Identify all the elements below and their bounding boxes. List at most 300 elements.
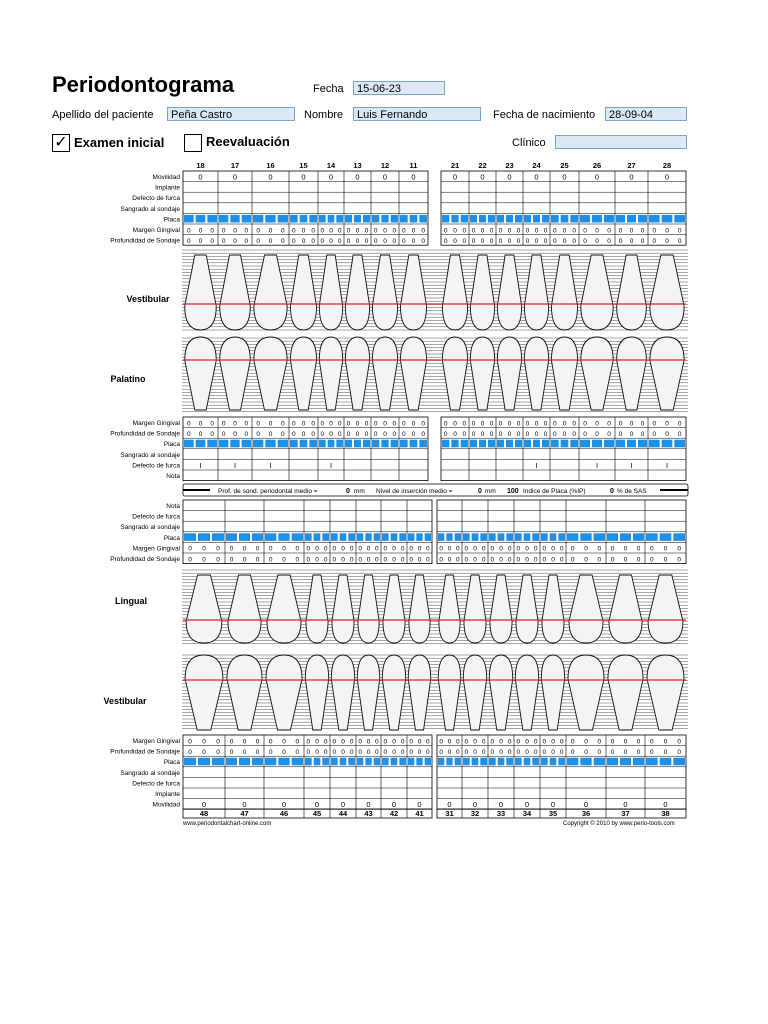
upper-vestibular-tooth [442,255,467,330]
upper-pal-mg-site: 0 [462,420,467,428]
upper-vest-plaque-site [242,215,251,223]
lower-ling-row-label: Nota [166,502,180,510]
movilidad-value: 0 [411,172,416,182]
lower-ling-plaque-site [550,533,557,541]
lower-ling-mg-site: 0 [584,545,588,553]
summary-sas-label: % de SAS [617,488,647,495]
tooth-number: 47 [240,809,249,818]
lower-ling-mg-site: 0 [516,545,521,553]
furca-mark: I [535,460,538,470]
upper-pal-plaque-site [381,440,388,448]
lower-vest-ps-site: 0 [282,748,286,756]
upper-palatal-tooth-outline [524,337,548,410]
upper-vestibular-tooth [254,255,287,330]
upper-row-label: Defecto de furca [132,195,180,203]
apellido-field[interactable]: Peña Castro [167,107,295,121]
lower-ling-mg-site: 0 [650,545,654,553]
upper-pal-plaque-site [442,440,449,448]
lower-vest-plaque-site [480,758,487,766]
lower-vestibular-tooth [331,655,354,730]
examen-inicial-checkbox[interactable]: ✓ [52,134,70,152]
upper-palatal-tooth-outline [442,337,467,410]
movilidad-value: 0 [583,800,589,810]
lower-ling-plaque-site [489,533,496,541]
upper-vestibular-tooth [372,255,397,330]
lower-ling-row-label: Defecto de furca [132,513,180,521]
lower-vest-mg-site: 0 [400,738,405,746]
lower-vest-ps-site: 0 [507,748,512,756]
furca-mark: I [269,460,272,470]
upper-pal-mg-site: 0 [629,420,634,428]
upper-vest-ps-site: 0 [411,237,416,245]
upper-palatal-tooth-outline [497,337,521,410]
upper-vest-ps-site: 0 [311,237,315,245]
lower-lingual-tooth-outline [358,575,379,643]
tooth-number: 32 [470,809,480,818]
upper-vest-plaque-site [649,215,660,223]
lower-ling-mg-site: 0 [358,545,362,553]
upper-vest-ps-site: 0 [244,237,249,245]
movilidad-value: 0 [242,800,247,810]
lower-vest-ps-site: 0 [366,748,371,756]
furca-mark: I [665,460,669,470]
upper-pal-mg-site: 0 [355,420,360,428]
lower-ling-mg-site: 0 [499,545,503,553]
upper-pal-ps-site: 0 [346,430,351,438]
lower-ling-mg-site: 0 [439,545,443,553]
upper-vest-plaque-site [592,215,602,223]
lower-lingual-tooth [516,575,538,643]
upper-pal-mg-site: 0 [618,420,623,428]
upper-pal-plaque-site [219,440,228,448]
upper-vest-plaque-site [674,215,685,223]
upper-pal-ps-site: 0 [337,430,342,438]
lower-vest-plaque-site [673,758,685,766]
lower-ling-mg-site: 0 [392,545,396,553]
lower-ling-mg-site: 0 [636,545,641,553]
lower-ling-plaque-site [408,533,414,541]
upper-pal-mg-site: 0 [311,420,315,428]
lower-vest-mg-site: 0 [417,738,422,746]
upper-vest-ps-site: 0 [355,237,360,245]
upper-vest-plaque-site [442,215,449,223]
upper-pal-mg-site: 0 [210,420,214,428]
lower-vestibular-tooth-outline [647,655,684,730]
tooth-number: 26 [592,161,602,170]
summary-prof-value: 0 [346,488,350,495]
upper-pal-ps-site: 0 [268,430,273,438]
lower-vest-plaque-site [322,758,329,766]
lower-vest-plaque-site [580,758,591,766]
upper-vest-ps-site: 0 [373,237,378,245]
upper-right-table-frame [183,171,428,245]
lower-vestibular-tooth-outline [331,655,354,730]
furca-mark: I [595,460,599,470]
upper-vest-ps-site: 0 [498,237,503,245]
upper-vestibular-tooth [345,255,369,330]
upper-pal-plaque-site [674,440,685,448]
lower-vest-mg-site: 0 [584,738,588,746]
upper-pal-plaque-site [515,440,522,448]
lower-vest-plaque-site [416,758,422,766]
upper-pal-mg-site: 0 [320,420,325,428]
movilidad-value: 0 [664,172,670,182]
nacimiento-label: Fecha de nacimiento [493,109,596,121]
upper-pal-ps-site: 0 [198,430,203,438]
lower-vest-ps-site: 0 [229,748,234,756]
lower-vest-ps-site: 0 [447,748,452,756]
lower-ling-mg-site: 0 [268,545,273,553]
examen-inicial-label: Examen inicial [74,135,165,150]
lower-vest-mg-site: 0 [268,738,273,746]
upper-vest-ps-site: 0 [471,237,476,245]
lower-vestibular-tooth [185,655,223,730]
lower-vest-ps-site: 0 [623,748,628,756]
lower-vest-plaque-site [399,758,406,766]
summary-sas-value: 0 [610,488,614,495]
lower-vest-ps-site: 0 [426,748,430,756]
lower-ling-ps-site: 0 [597,556,602,564]
lower-lingual-tooth [332,575,354,643]
lower-vest-plaque-site [348,758,355,766]
upper-pal-plaque-site [488,440,495,448]
tooth-number: 18 [196,161,205,170]
lower-vest-ps-site: 0 [542,748,547,756]
upper-pal-ps-site: 0 [562,430,567,438]
lower-vest-ps-site: 0 [570,748,575,756]
upper-vest-plaque-site [391,215,398,223]
lower-vest-mg-site: 0 [542,738,547,746]
lower-lingual-tooth-outline [516,575,538,643]
lower-ling-mg-site: 0 [242,545,247,553]
upper-row-label: Movilidad [152,173,180,181]
upper-vestibular-tooth-outline [400,255,426,330]
lower-vest-mg-site: 0 [597,738,602,746]
lower-ling-plaque-site [506,533,513,541]
upper-pal-ps-site: 0 [320,430,325,438]
lower-vestibular-tooth-outline [408,655,431,730]
nacimiento-field[interactable]: 28-09-04 [605,107,687,121]
lower-ling-plaque-site [416,533,422,541]
upper-pal-mg-site: 0 [337,420,342,428]
upper-pal-mg-site: 0 [402,420,406,428]
lower-ling-mg-site: 0 [400,545,405,553]
upper-pal-ps-site: 0 [507,430,512,438]
upper-vest-plaque-site [542,215,549,223]
lower-lingual-tooth-outline [648,575,683,643]
lower-vest-row-label: Movilidad [152,801,180,809]
lower-vest-mg-site: 0 [650,738,654,746]
fecha-field[interactable]: 15-06-23 [353,81,445,95]
lower-vest-row-label: Profundidad de Sondaje [110,748,180,756]
lower-vest-plaque-site [252,758,263,766]
upper-pal-mg-site: 0 [507,420,512,428]
lower-ling-plaque-site [399,533,406,541]
upper-vest-ps-site: 0 [301,237,306,245]
lower-lingual-tooth-outline [383,575,405,643]
lower-vestibular-tooth [357,655,380,730]
upper-vest-ps-site: 0 [346,237,351,245]
upper-vestibular-tooth-outline [617,255,647,330]
lower-vestibular-tooth [568,655,604,730]
tooth-number: 28 [662,161,672,170]
upper-vestibular-tooth [497,255,521,330]
lower-vestibular-tooth [305,655,328,730]
upper-vest-ps-site: 0 [595,237,599,245]
lower-lingual-tooth [439,575,460,643]
lower-vest-mg-site: 0 [663,738,668,746]
upper-vest-plaque-site [580,215,590,223]
lower-ling-mg-site: 0 [507,545,512,553]
upper-vest-mg-site: 0 [268,227,273,235]
upper-pal-mg-site: 0 [572,420,576,428]
lower-vest-plaque-site [239,758,250,766]
upper-palatal-tooth [345,337,369,410]
upper-pal-plaque-site [479,440,486,448]
upper-pal-ps-site: 0 [665,430,669,438]
upper-pal-mg-site: 0 [281,420,285,428]
tooth-number: 25 [560,161,569,170]
lower-vestibular-tooth [647,655,684,730]
lower-vest-ps-site: 0 [392,748,396,756]
lower-ling-mg-site: 0 [295,545,300,553]
upper-pal-plaque-site [638,440,647,448]
lower-vest-mg-site: 0 [295,738,300,746]
upper-vest-ps-site: 0 [607,237,611,245]
lower-ling-ps-site: 0 [559,556,564,564]
upper-vest-ps-site: 0 [402,237,406,245]
upper-palatal-tooth [617,337,647,410]
upper-pal-ps-site: 0 [421,430,425,438]
upper-vestibular-tooth [290,255,316,330]
upper-vest-ps-site: 0 [534,237,539,245]
lower-vest-ps-site: 0 [341,748,345,756]
lower-vest-mg-site: 0 [507,738,512,746]
upper-pal-plaque-site [184,440,194,448]
upper-pal-ps-site: 0 [677,430,682,438]
lower-lingual-tooth [383,575,405,643]
upper-vest-ps-site: 0 [462,237,467,245]
lower-ling-mg-site: 0 [282,545,286,553]
upper-vest-plaque-site [354,215,361,223]
page-title: Periodontograma [52,72,235,97]
lower-ling-ps-site: 0 [282,556,286,564]
tooth-number: 16 [266,161,275,170]
upper-vest-mg-site: 0 [629,227,634,235]
upper-pal-mg-site: 0 [198,420,203,428]
upper-vest-mg-site: 0 [256,227,260,235]
upper-palatal-tooth [551,337,577,410]
upper-vest-mg-site: 0 [489,227,494,235]
lower-ling-mg-site: 0 [525,545,529,553]
upper-vest-plaque-site [662,215,673,223]
lower-vestibular-tooth-outline [382,655,405,730]
lower-vestibular-tooth [227,655,262,730]
lower-vest-plaque-site [646,758,658,766]
upper-pal-mg-site: 0 [453,420,457,428]
upper-pal-ps-site: 0 [534,430,539,438]
upper-pal-ps-site: 0 [652,430,657,438]
upper-vest-plaque-site [372,215,379,223]
upper-pal-mg-site: 0 [652,420,657,428]
lower-vest-mg-site: 0 [315,738,319,746]
tooth-number: 42 [389,809,399,818]
upper-vest-plaque-site [363,215,370,223]
lower-vest-ps-site: 0 [383,748,388,756]
upper-pal-mg-site: 0 [421,420,425,428]
lower-ling-plaque-site [532,533,539,541]
upper-pal-mg-site: 0 [498,420,503,428]
upper-vest-plaque-site [616,215,625,223]
lower-ling-mg-site: 0 [255,545,260,553]
lower-vest-plaque-site [455,758,461,766]
lower-ling-ps-site: 0 [383,556,388,564]
upper-pal-row-label: Nota [166,472,180,480]
lower-ling-plaque-site [673,533,685,541]
lower-ling-ps-site: 0 [216,556,220,564]
tooth-number: 11 [409,161,418,170]
summary-nivel-unit: mm [485,488,496,495]
upper-palatal-tooth [185,337,217,410]
upper-pal-ps-site: 0 [543,430,548,438]
lower-ling-mg-site: 0 [216,545,220,553]
upper-pal-ps-site: 0 [629,430,634,438]
upper-pal-plaque-site [592,440,602,448]
movilidad-value: 0 [550,800,556,810]
lower-ling-mg-site: 0 [341,545,345,553]
upper-palatal-tooth-outline [345,337,369,410]
lower-ling-ps-site: 0 [306,556,311,564]
upper-pal-plaque-site [497,440,504,448]
upper-pal-mg-site: 0 [244,420,249,428]
lower-vest-mg-site: 0 [570,738,575,746]
lower-ling-ps-site: 0 [456,556,460,564]
lower-lingual-tooth [228,575,261,643]
upper-pal-mg-site: 0 [543,420,548,428]
upper-vest-plaque-site [506,215,513,223]
upper-pal-ps-site: 0 [607,430,611,438]
upper-vest-mg-site: 0 [281,227,285,235]
lower-ling-plaque-site [382,533,389,541]
lower-ling-plaque-site [524,533,531,541]
lower-ling-ps-site: 0 [584,556,588,564]
lower-vestibular-tooth-outline [608,655,643,730]
movilidad-value: 0 [340,800,346,810]
upper-vest-plaque-site [410,215,418,223]
upper-pal-ps-site: 0 [383,430,387,438]
upper-pal-mg-site: 0 [562,420,567,428]
upper-pal-mg-site: 0 [256,420,260,428]
lower-vest-mg-site: 0 [439,738,443,746]
summary-nivel-label: Nivel de inserción medio = [376,488,453,495]
upper-pal-plaque-site [561,440,569,448]
upper-vest-plaque-site [381,215,388,223]
upper-pal-ps-site: 0 [572,430,576,438]
upper-pal-ps-site: 0 [244,430,249,438]
clinico-label: Clínico [512,137,546,149]
lower-ling-plaque-site [567,533,578,541]
lower-vest-mg-site: 0 [481,738,486,746]
lower-lingual-tooth-outline [332,575,354,643]
lower-ling-plaque-site [558,533,565,541]
lower-ling-row-label: Placa [163,534,180,542]
upper-pal-plaque-site [372,440,379,448]
upper-vest-mg-site: 0 [221,227,226,235]
upper-vest-ps-site: 0 [292,237,296,245]
upper-palatal-tooth [442,337,467,410]
lower-ling-ps-site: 0 [551,556,555,564]
upper-vest-mg-site: 0 [618,227,623,235]
tooth-number: 21 [450,161,460,170]
lower-ling-plaque-site [357,533,363,541]
upper-vest-mg-site: 0 [198,227,203,235]
upper-vest-ps-site: 0 [553,237,557,245]
lower-lingual-tooth [358,575,379,643]
lower-ling-ps-site: 0 [490,556,495,564]
upper-vest-mg-site: 0 [443,227,448,235]
lower-ling-ps-site: 0 [499,556,503,564]
lower-ling-mg-site: 0 [473,545,477,553]
upper-palatal-tooth [470,337,494,410]
lower-vest-ps-site: 0 [332,748,337,756]
upper-vest-plaque-site [290,215,298,223]
lower-lingual-tooth-outline [409,575,430,643]
upper-vest-mg-site: 0 [595,227,599,235]
upper-vest-mg-site: 0 [516,227,521,235]
upper-pal-ps-site: 0 [256,430,260,438]
upper-vestibular-tooth-outline [290,255,316,330]
lower-ling-plaque-site [620,533,631,541]
upper-pal-ps-site: 0 [471,430,476,438]
lower-ling-mg-site: 0 [542,545,547,553]
upper-vest-mg-site: 0 [411,227,416,235]
upper-vestibular-tooth [551,255,577,330]
lower-vest-ps-site: 0 [349,748,354,756]
upper-vest-mg-site: 0 [355,227,360,235]
lower-vest-mg-site: 0 [499,738,503,746]
upper-pal-ps-site: 0 [498,430,503,438]
upper-pal-mg-site: 0 [221,420,226,428]
lower-lingual-tooth-outline [186,575,222,643]
lower-ling-ps-site: 0 [400,556,405,564]
lower-vest-ps-site: 0 [202,748,206,756]
lower-vest-ps-site: 0 [559,748,564,756]
upper-pal-plaque-site [354,440,361,448]
tooth-number: 35 [548,809,558,818]
upper-vest-plaque-site [515,215,522,223]
upper-pal-plaque-site [278,440,288,448]
lower-vest-mg-site: 0 [349,738,354,746]
movilidad-value: 0 [480,172,485,182]
tooth-number: 17 [230,161,240,170]
lower-ling-mg-site: 0 [456,545,460,553]
nombre-field[interactable]: Luis Fernando [353,107,481,121]
lower-vest-mg-site: 0 [464,738,469,746]
upper-palatal-tooth [372,337,397,410]
lower-ling-ps-site: 0 [332,556,337,564]
upper-pal-ps-site: 0 [525,430,530,438]
lower-ling-plaque-site [212,533,224,541]
lower-lingual-tooth [186,575,222,643]
upper-palatal-tooth [524,337,548,410]
upper-palatal-tooth-outline [551,337,577,410]
upper-vest-mg-site: 0 [187,227,191,235]
upper-vestibular-tooth [524,255,548,330]
lower-vest-plaque-site [438,758,444,766]
lower-lingual-tooth-outline [490,575,512,643]
upper-vest-plaque-site [461,215,468,223]
upper-palatal-tooth-outline [290,337,316,410]
